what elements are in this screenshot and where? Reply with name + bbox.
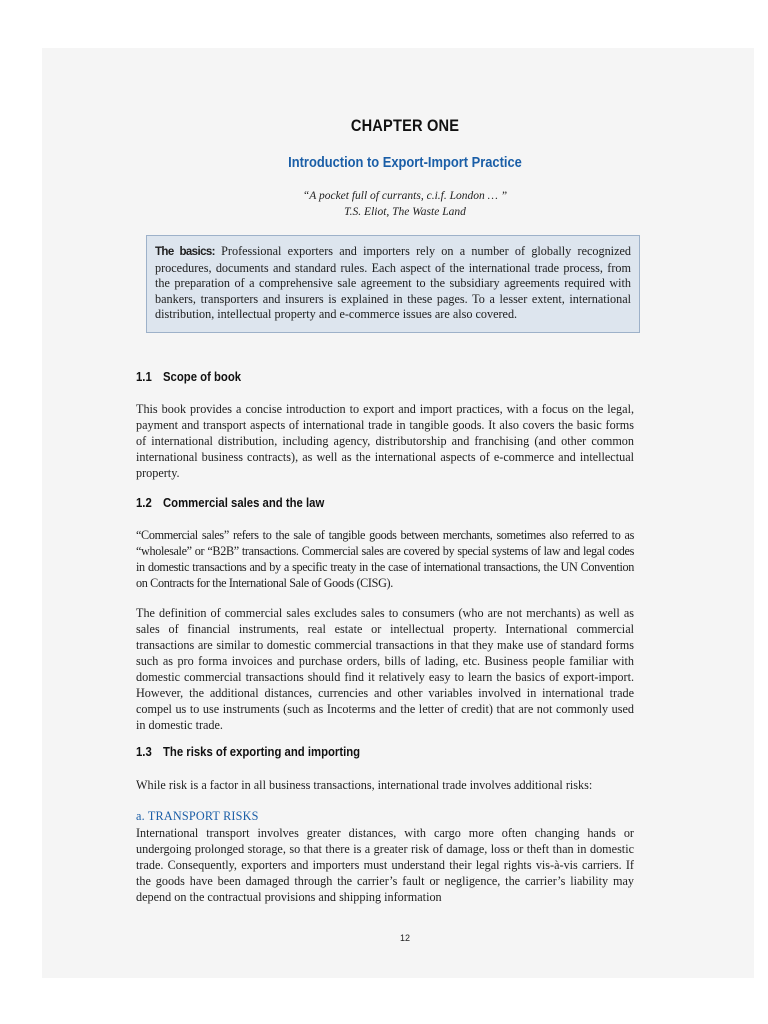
epigraph-attribution: T.S. Eliot, The Waste Land: [344, 206, 466, 218]
section-heading-1-3: [136, 745, 360, 759]
section-title: The risks of exporting and importing: [163, 745, 361, 759]
epigraph-quote: “A pocket full of currants, c.i.f. London … ”: [302, 190, 508, 202]
page-number: 12: [399, 933, 410, 943]
paragraph: The definition of commercial sales excludes sales to consumers (who are not merchants) as well as sales of financial instruments, real estate or intellectual property. International commercial transactions are similar to domestic commercial transactions in that they make use of standard forms such as pro forma invoices and purchase orders, bills of lading, etc. Business people familiar with domestic commercial transactions should find it relatively easy to learn the basics of export-import. However, the additional distances, currencies and other variables involved in international trade compel us to use instruments (such as Incoterms and the letter of credit) that are not commonly used in domestic trade.: [136, 606, 634, 732]
basics-text: Professional exporters and importers rely on a number of globally recognized procedures, documents and standard rules. Each aspect of the international trade process, from the preparation of a comprehensive sale agreement to the subsidiary agreements required with bankers, transporters and insurers is explained in these pages. To a lesser extent, international distribution, intellectual property and e-commerce issues are also covered.: [155, 244, 631, 321]
section-number: 1.3: [136, 745, 152, 759]
basics-label: The basics:: [155, 246, 215, 258]
section-heading-1-2: [136, 496, 324, 510]
chapter-title: CHAPTER ONE: [350, 116, 460, 135]
epigraph: [136, 188, 674, 220]
document-page: [42, 48, 754, 978]
risk-heading-transport: a. TRANSPORT RISKS: [136, 809, 259, 823]
section-number: 1.1: [136, 370, 152, 384]
section-title: Scope of book: [163, 370, 242, 384]
section-title: Commercial sales and the law: [163, 496, 325, 510]
section-number: 1.2: [136, 496, 152, 510]
paragraph: This book provides a concise introduction to export and import practices, with a focus on the legal, payment and transport aspects of international trade in tangible goods. It also covers the basic forms of international distribution, including agency, distributorship and franchising (and other common international business contracts), as well as the international aspects of e-commerce and intellectual property.: [136, 402, 634, 480]
paragraph: “Commercial sales” refers to the sale of tangible goods between merchants, sometimes also referred to as “wholesale” or “B2B” transactions. Commercial sales are covered by special systems of law and legal codes in domestic transactions and by a specific treaty in the case of international transactions, the UN Convention on Contracts for the International Sale of Goods (CISG).: [136, 528, 634, 590]
paragraph: International transport involves greater distances, with cargo more often changing hands or undergoing prolonged storage, so that there is a greater risk of damage, loss or theft than in domestic trade. Consequently, exporters and importers must understand their legal rights vis-à-vis carriers. If the goods have been damaged through the carrier’s fault or negligence, the carrier’s liability may depend on the contractual provisions and shipping information: [136, 826, 634, 904]
chapter-subtitle: Introduction to Export-Import Practice: [288, 154, 522, 171]
basics-callout-box: [146, 235, 640, 333]
paragraph: While risk is a factor in all business transactions, international trade involves additional risks:: [136, 778, 593, 792]
section-heading-1-1: [136, 370, 241, 384]
